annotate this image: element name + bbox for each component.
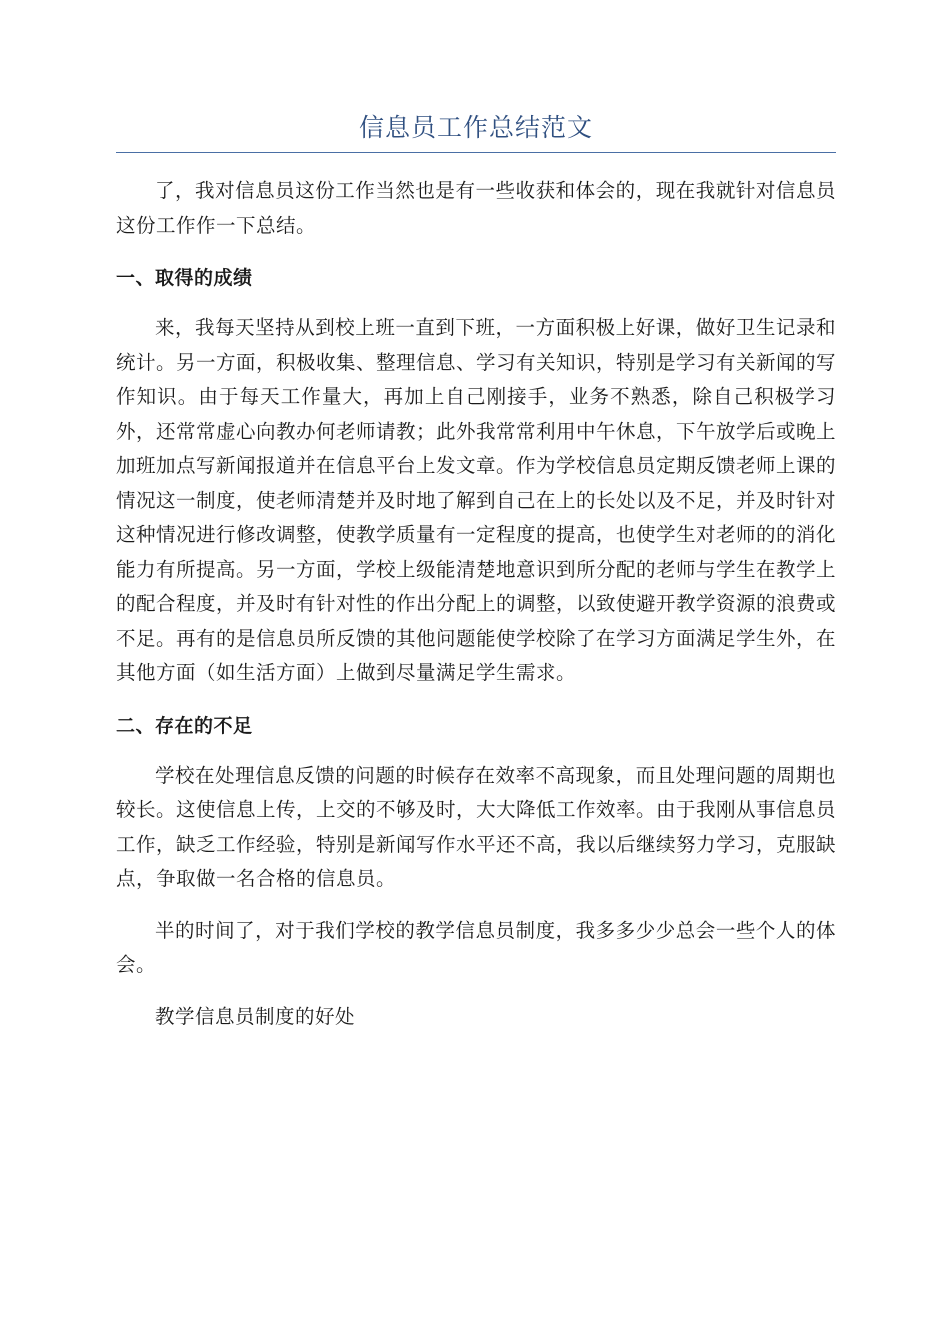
intro-paragraph: 了，我对信息员这份工作当然也是有一些收获和体会的，现在我就针对信息员这份工作作一下总结。: [116, 179, 836, 237]
document-title: 信息员工作总结范文: [358, 113, 593, 142]
benefits-paragraph: 教学信息员制度的好处: [155, 1004, 356, 1028]
section-heading-achievements: 一、取得的成绩: [116, 267, 253, 289]
section-heading-shortcomings: 二、存在的不足: [116, 714, 253, 737]
document-page: [116, 108, 836, 1034]
title-underline: [116, 152, 836, 153]
half-time-paragraph: 半的时间了，对于我们学校的教学信息员制度，我多多少少总会一些个人的体会。: [116, 918, 836, 976]
achievements-paragraph: 来，我每天坚持从到校上班一直到下班，一方面积极上好课，做好卫生记录和统计。另一方面，积极收集、整理信息、学习有关知识，特别是学习有关新闻的写作知识。由于每天工作量大，再加上自己刚接手，业务不熟悉，除自己积极学习外，还常常虚心向教办何老师请教；此外我常常利用中午休息，下午放学后或晚上加班加点写新闻报道并在信息平台上发文章。作为学校信息员定期反馈老师上课的情况这一制度，使老师清楚并及时地了解到自己在上的长处以及不足，并及时针对这种情况进行修改调整，使教学质量有一定程度的提高，也使学生对老师的的消化能力有所提高。另一方面，学校上级能清楚地意识到所分配的老师与学生在教学上的配合程度，并及时有针对性的作出分配上的调整，以致使避开教学资源的浪费或不足。再有的是信息员所反馈的其他问题能使学校除了在学习方面满足学生外，在其他方面（如生活方面）上做到尽量满足学生需求。: [116, 316, 837, 684]
shortcomings-paragraph: 学校在处理信息反馈的问题的时候存在效率不高现象，而且处理问题的周期也较长。这使信息上传，上交的不够及时，大大降低工作效率。由于我刚从事信息员工作，缺乏工作经验，特别是新闻写作水平还不高，我以后继续努力学习，克服缺点，争取做一名合格的信息员。: [116, 763, 837, 890]
